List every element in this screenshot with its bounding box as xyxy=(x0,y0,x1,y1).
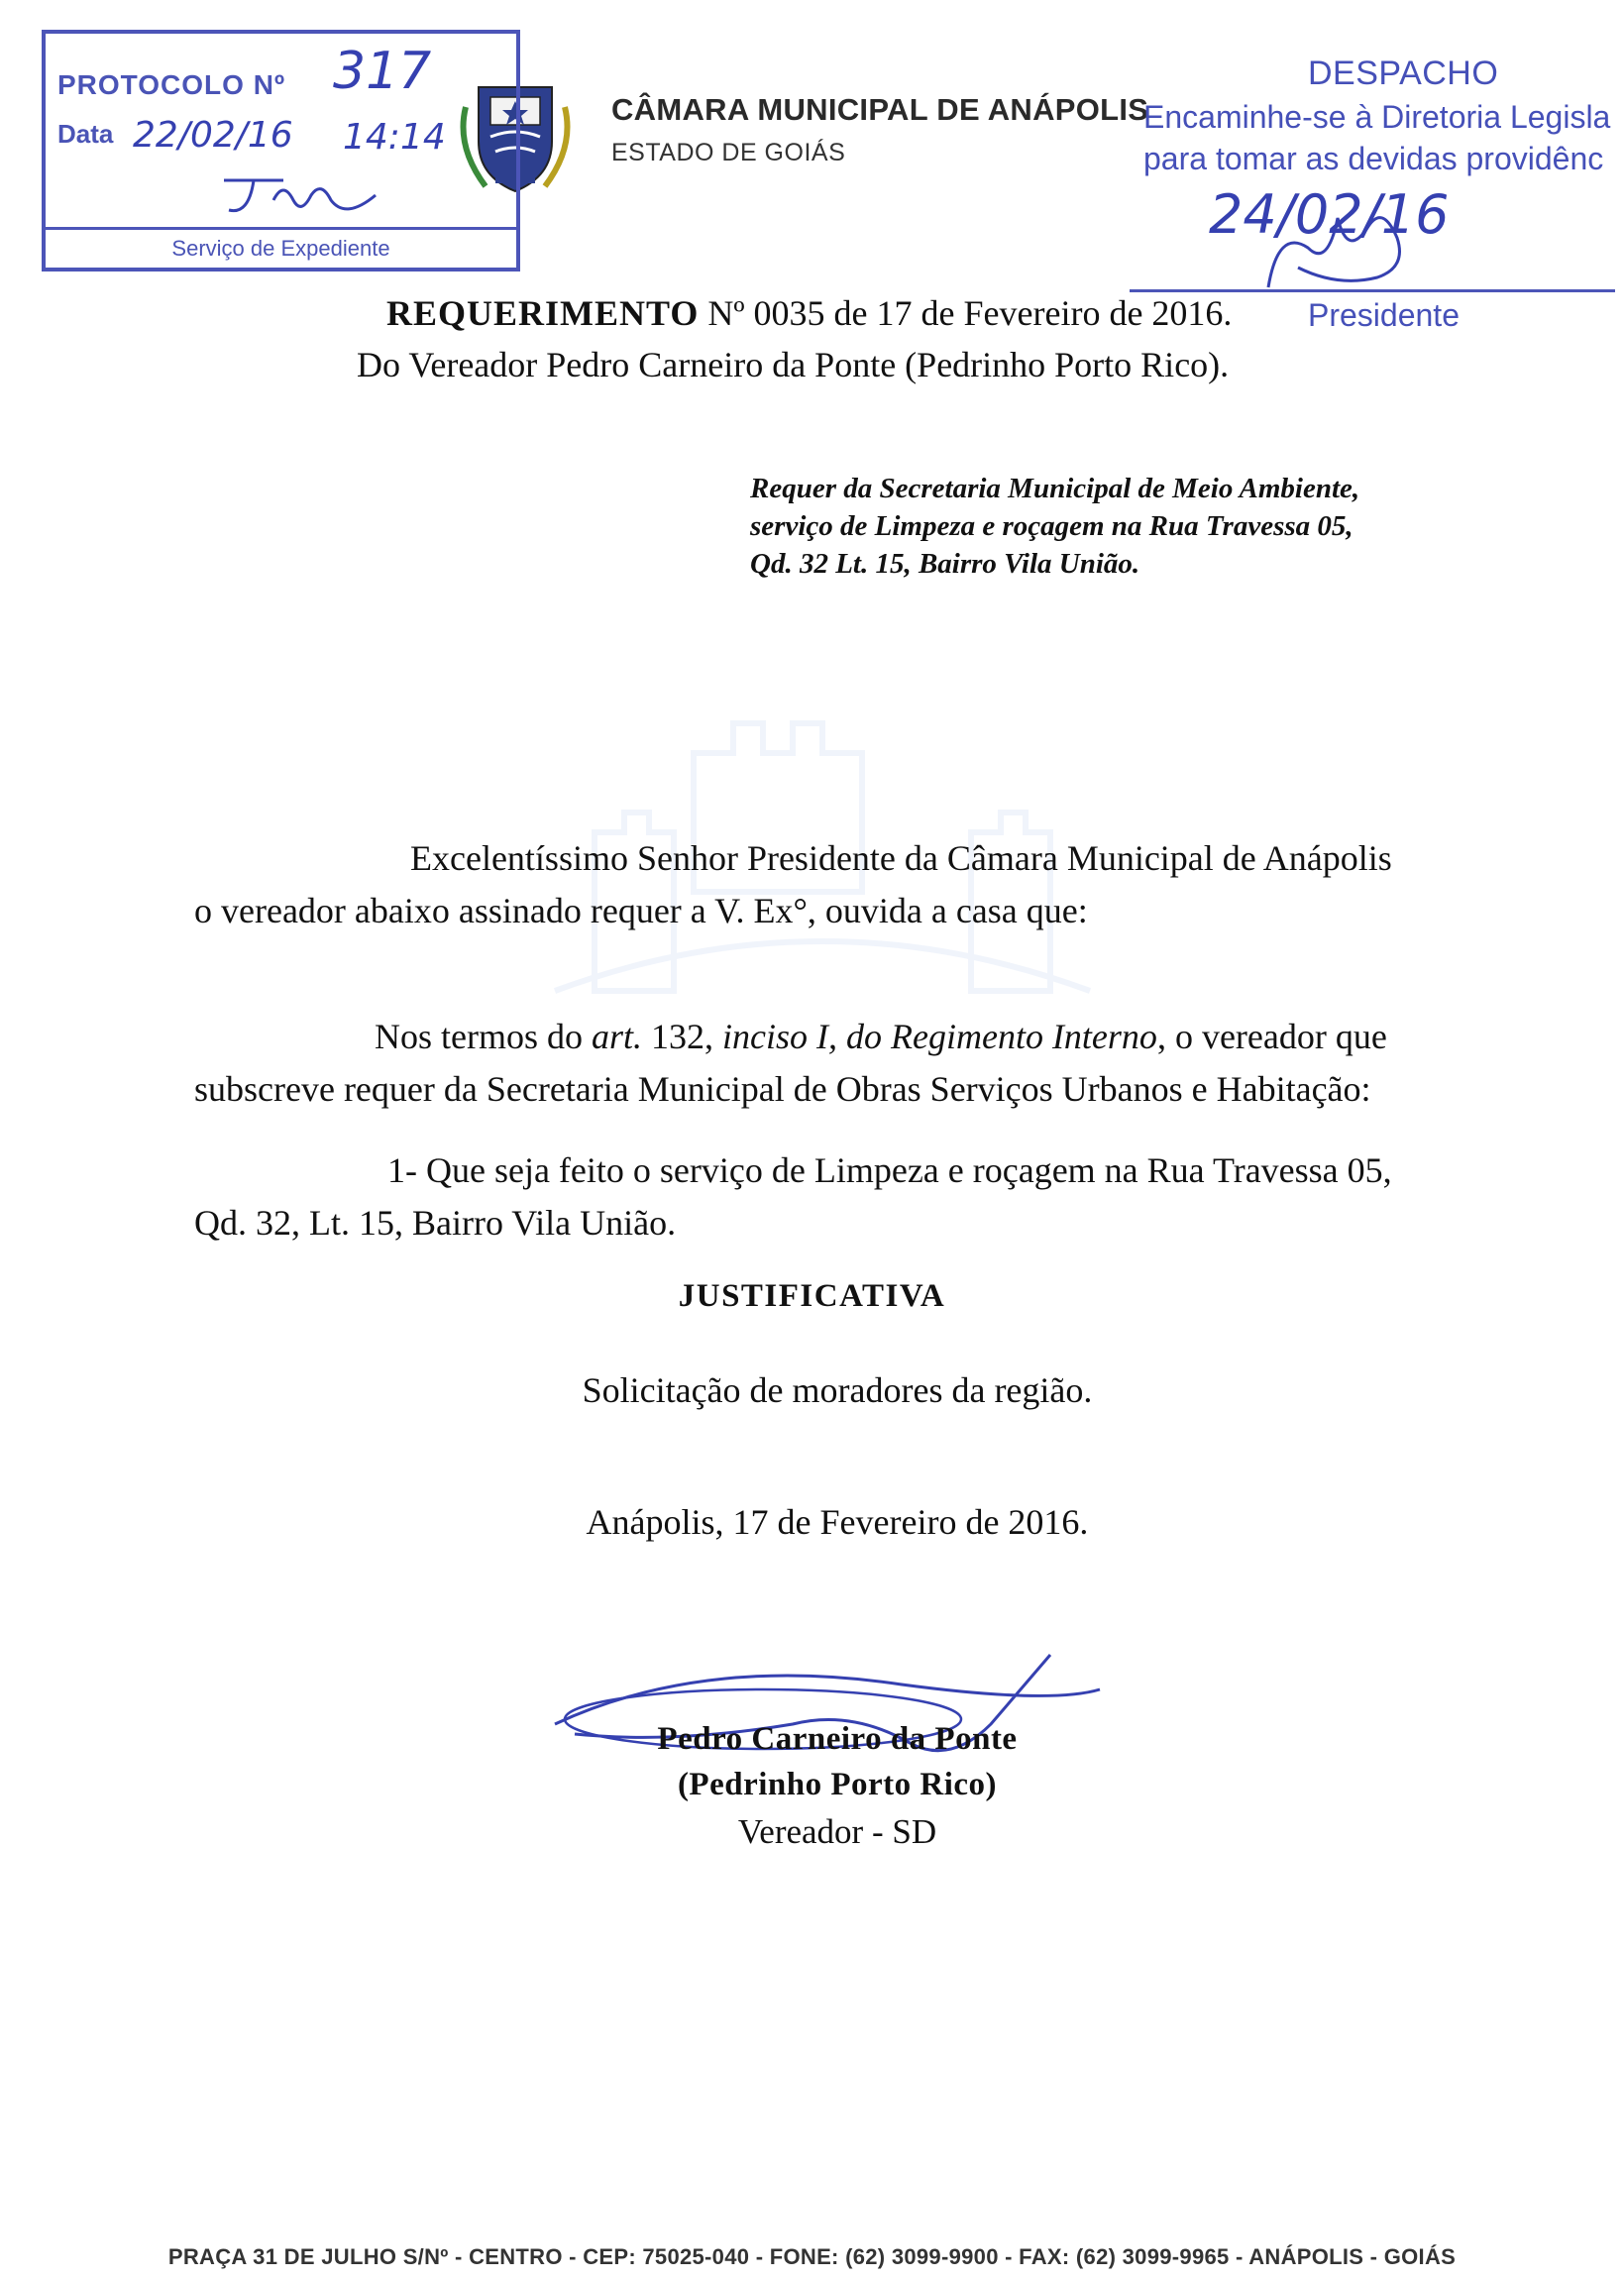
footer-address: PRAÇA 31 DE JULHO S/Nº - CENTRO - CEP: 75025-040 - FONE: (62) 3099-9900 - FAX: (62) 3099-9965 - ANÁPOLIS - GOIÁS xyxy=(167,2244,1457,2269)
summary-line: Qd. 32 Lt. 15, Bairro Vila União. xyxy=(750,548,1140,580)
protocol-rule xyxy=(46,227,516,230)
document-summary xyxy=(750,470,1503,583)
justification-text: Solicitação de moradores da região. xyxy=(582,1370,1093,1410)
protocol-signature-icon xyxy=(214,161,392,220)
protocol-date: 22/02/16 xyxy=(133,115,293,156)
summary-line: serviço de Limpeza e roçagem na Rua Travessa 05, xyxy=(750,510,1353,542)
institution-name: CÂMARA MUNICIPAL DE ANÁPOLIS xyxy=(611,92,1149,127)
protocol-date-label: Data xyxy=(57,119,114,149)
despacho-signature-icon xyxy=(1248,208,1447,307)
protocol-label: PROTOCOLO Nº xyxy=(57,69,286,100)
legal-basis-art: art. xyxy=(592,1017,643,1056)
legal-basis-suffix: , o vereador que xyxy=(1156,1017,1387,1056)
legal-basis-line2: subscreve requer da Secretaria Municipal de Obras Serviços Urbanos e Habitação: xyxy=(194,1069,1371,1109)
signatory-nickname: (Pedrinho Porto Rico) xyxy=(677,1767,998,1802)
despacho-text-line1: Encaminhe-se à Diretoria Legisla xyxy=(1143,99,1611,135)
signatory-name: Pedro Carneiro da Ponte xyxy=(657,1721,1018,1757)
legal-basis-line1 xyxy=(375,1016,1387,1057)
despacho-date: 24/02/16 xyxy=(1209,183,1450,246)
summary-line: Requer da Secretaria Municipal de Meio Ambiente, xyxy=(750,473,1360,504)
legal-basis-reference: inciso I, do Regimento Interno xyxy=(722,1017,1157,1056)
protocol-department: Serviço de Expediente xyxy=(171,236,390,261)
institution-state: ESTADO DE GOIÁS xyxy=(611,139,846,166)
despacho-role: Presidente xyxy=(1308,297,1460,333)
request-item-line1: 1- Que seja feito o serviço de Limpeza e roçagem na Rua Travessa 05, xyxy=(387,1150,1392,1190)
signatory-role: Vereador - SD xyxy=(737,1812,937,1851)
document-title-keyword: REQUERIMENTO xyxy=(386,293,700,333)
protocol-stamp xyxy=(42,30,520,272)
document-title-rest: Nº 0035 de 17 de Fevereiro de 2016. xyxy=(699,293,1233,333)
justification-heading: JUSTIFICATIVA xyxy=(678,1278,946,1314)
legal-basis-number: 132, xyxy=(642,1017,723,1056)
place-date: Anápolis, 17 de Fevereiro de 2016. xyxy=(586,1502,1089,1542)
legal-basis-prefix: Nos termos do xyxy=(375,1017,592,1056)
salutation-line2: o vereador abaixo assinado requer a V. Ex°, ouvida a casa que: xyxy=(194,891,1088,930)
document-author: Do Vereador Pedro Carneiro da Ponte (Pedrinho Porto Rico). xyxy=(357,345,1230,384)
protocol-number: 317 xyxy=(333,42,432,101)
request-item-line2: Qd. 32, Lt. 15, Bairro Vila União. xyxy=(194,1203,677,1243)
despacho-stamp xyxy=(1139,50,1615,333)
salutation-line1: Excelentíssimo Senhor Presidente da Câmara Municipal de Anápolis xyxy=(410,838,1392,878)
despacho-title: DESPACHO xyxy=(1308,54,1499,92)
protocol-time: 14:14 xyxy=(343,117,446,158)
despacho-text-line2: para tomar as devidas providênc xyxy=(1143,141,1604,176)
document-title xyxy=(386,292,1232,334)
